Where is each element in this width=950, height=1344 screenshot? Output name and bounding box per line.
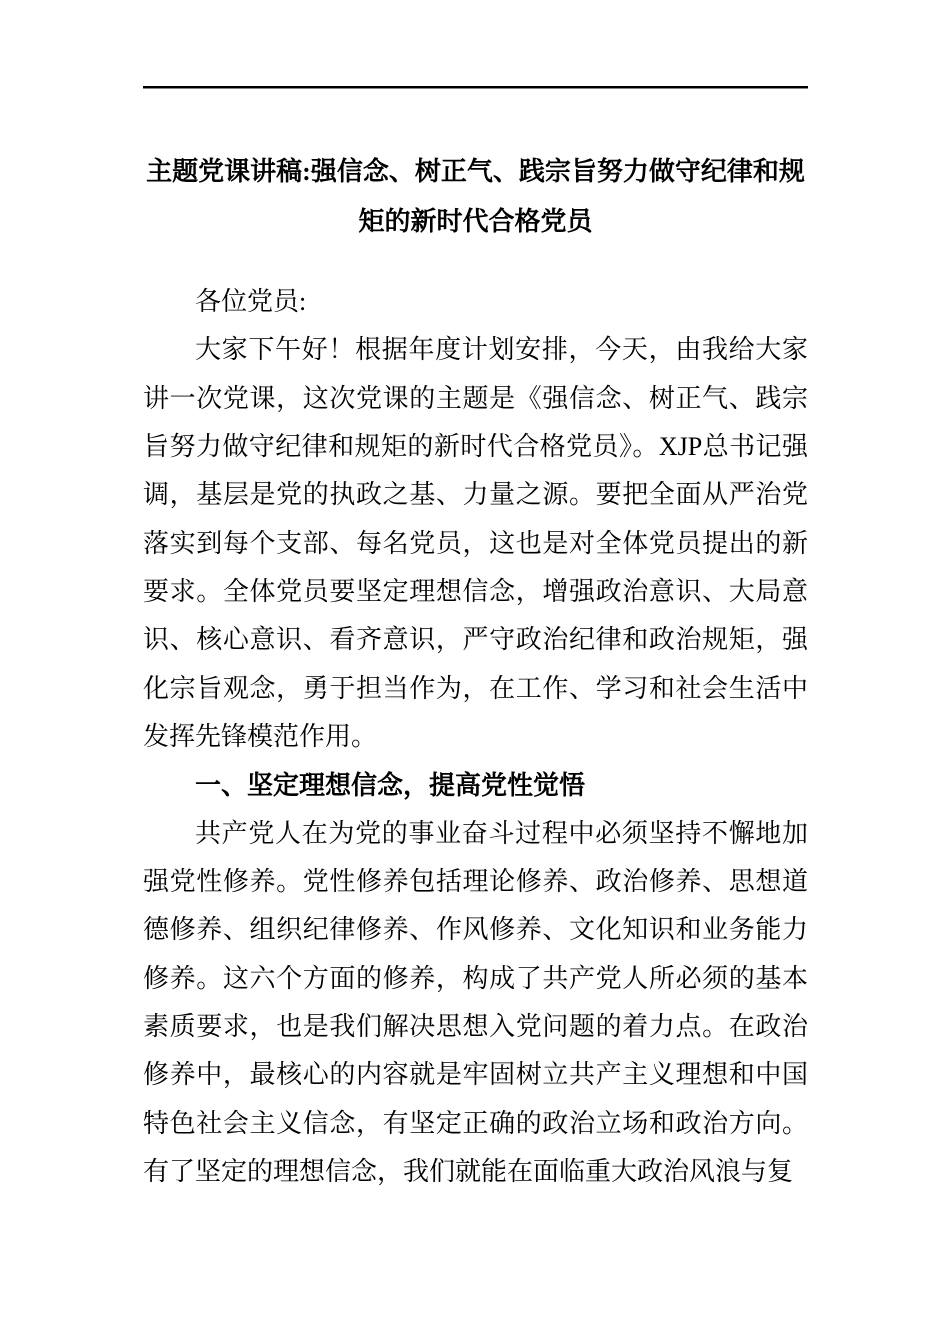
header-rule xyxy=(143,86,808,88)
intro-paragraph: 大家下午好！根据年度计划安排，今天，由我给大家讲一次党课，这次党课的主题是《强信念、树正气、践宗旨努力做守纪律和规矩的新时代合格党员》。XJP总书记强调，基层是党的执政之基、力量之源。要把全面从严治党落实到每个支部、每名党员，这也是对全体党员提出的新要求。全体党员要坚定理想信念，增强政治意识、大局意识、核心意识、看齐意识，严守政治纪律和政治规矩，强化宗旨观念，勇于担当作为，在工作、学习和社会生活中发挥先锋模范作用。 xyxy=(143,335,808,751)
document-title: 主题党课讲稿:强信念、树正气、践宗旨努力做守纪律和规矩的新时代合格党员 xyxy=(146,157,805,236)
section-1-paragraph: 共产党人在为党的事业奋斗过程中必须坚持不懈地加强党性修养。党性修养包括理论修养、政治修养、思想道德修养、组织纪律修养、作风修养、文化知识和业务能力修养。这六个方面的修养，构成了共产党人所必须的基本素质要求，也是我们解决思想入党问题的着力点。在政治修养中，最核心的内容就是牢固树立共产主义理想和中国特色社会主义信念，有坚定正确的政治立场和政治方向。有了坚定的理想信念，我们就能在面临重大政治风浪与复 xyxy=(143,818,808,1186)
salutation-line: 各位党员: xyxy=(195,287,307,316)
section-1-heading: 一、坚定理想信念，提高党性觉悟 xyxy=(195,770,586,801)
document-body xyxy=(143,278,808,1196)
